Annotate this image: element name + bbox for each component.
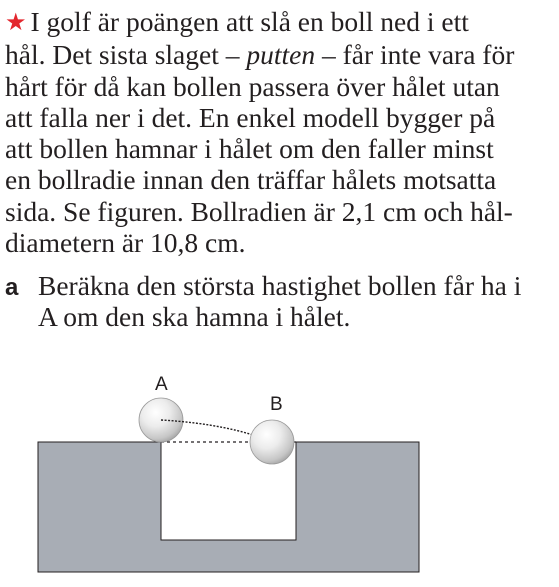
subquestion-text (38, 270, 558, 333)
subquestion-letter: a (5, 274, 19, 301)
ball-a (139, 398, 183, 442)
ball-b (250, 420, 294, 464)
problem-line-6: en bollradie innan den träffar hålets motsatta (5, 164, 497, 196)
problem-line-2: hål. Det sista slaget – putten – får inte vara för (5, 39, 515, 71)
problem-text (5, 6, 555, 258)
problem-line-5: att bollen hamnar i hålet om den faller minst (5, 133, 494, 165)
problem-line-1: ★ I golf är poängen att slå en boll ned i ett (5, 6, 469, 37)
subquestion-line-2: A om den ska hamna i hålet. (38, 301, 351, 333)
ground (38, 442, 419, 572)
problem-line-3: hårt för då kan bollen passera över hålet utan (5, 70, 500, 102)
label-b: B (270, 394, 283, 415)
emphasis-putten: putten (246, 39, 316, 71)
problem-line-8: diametern är 10,8 cm. (5, 227, 246, 259)
star-icon: ★ (5, 8, 27, 36)
label-a: A (155, 374, 168, 395)
trajectory-curve (161, 420, 272, 442)
problem-line-4: att falla ner i det. En enkel modell bygger på (5, 101, 496, 133)
subquestion-line-1: Beräkna den största hastighet bollen får ha i (38, 270, 522, 301)
problem-line-7: sida. Se figuren. Bollradien är 2,1 cm och hål- (5, 195, 513, 227)
